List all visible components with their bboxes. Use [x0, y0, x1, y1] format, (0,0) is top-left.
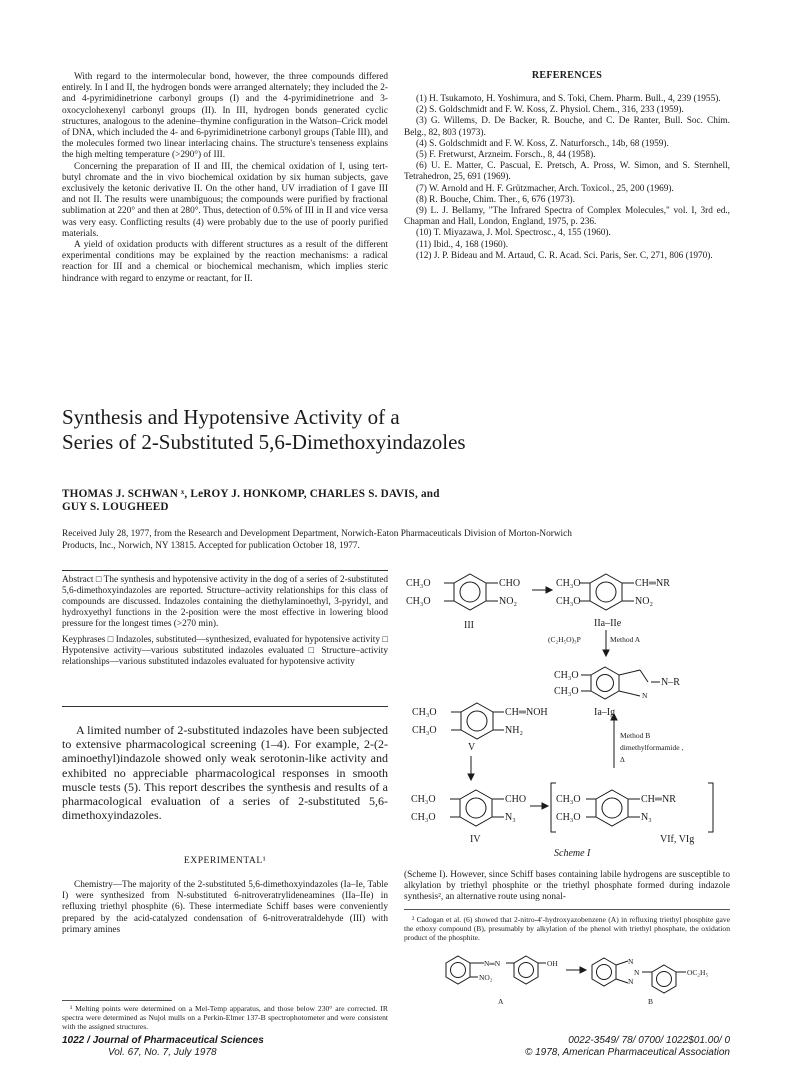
reference-item: (9) L. J. Bellamy, "The Infrared Spectra of Complex Molecules," vol. I, 3rd ed., Chapman and Hall, London, England, 1975, p. 236. [404, 206, 730, 228]
abstract-box [62, 575, 388, 673]
intro-paragraph [62, 723, 388, 822]
reagent-label: (C₂H₅O)₃P [548, 635, 581, 644]
n-r-label: N–R [661, 677, 680, 688]
n3-label: N₃ [641, 812, 652, 823]
ch3o-label: CH₃O [412, 725, 437, 736]
right-column-text [404, 870, 730, 904]
compound-III-label: III [464, 620, 474, 631]
issn-code: 0022-3549/ 78/ 0700/ 1022$01.00/ 0 [568, 1035, 730, 1046]
ch3o-label: CH₃O [412, 707, 437, 718]
chemistry-paragraph: Chemistry—The majority of the 2-substituted 5,6-dimethoxyindazoles (Ia–Ie, Table I) were synthesized from N-substituted 6-nitroveratrylideneamines (IIa–IIe) in refluxing triethyl phosphite (6). These intermediate Schiff bases were conveniently prepared by the acid-catalyzed condensation of 6-nitroveratraldehyde (III) with primary amines [62, 880, 388, 935]
scheme-1-diagram [404, 570, 734, 860]
oc2h5-label: OC₂H₅ [687, 968, 709, 977]
n3-label: N₃ [505, 812, 516, 823]
footer-right [430, 1035, 730, 1059]
authors-line: THOMAS J. SCHWAN ˣ, LeROY J. HONKOMP, CHARLES S. DAVIS, and [62, 488, 440, 500]
footnote-rule [404, 909, 730, 910]
nh2-label: NH₂ [505, 725, 523, 736]
cho-label: CHO [505, 794, 527, 805]
ch3o-label: CH₃O [556, 578, 581, 589]
title-line: Synthesis and Hypotensive Activity of a [62, 405, 400, 429]
dmf-label: dimethylformamide , [620, 743, 684, 752]
ch-nr-label: CH═NR [641, 794, 676, 805]
reference-item: (12) J. P. Bideau and M. Artaud, C. R. Acad. Sci. Paris, Ser. C, 271, 806 (1970). [416, 250, 713, 261]
footnote-1-text: ¹ Melting points were determined on a Mel-Temp apparatus, and those below 230° are corrected. IR spectra were determined as Nujol mulls on a Perkin-Elmer 137-B spectrophotometer and were consistent with the assigned structures. [62, 1004, 388, 1032]
ch3o-label: CH₃O [406, 578, 431, 589]
abstract-text: Abstract □ The synthesis and hypotensive activity in the dog of a series of 2-substituted 5,6-dimethoxyindazoles are reported. Structure–activity relationships for this class of compounds are discussed. Indazoles containing the diethylaminoethyl, 3-pyridyl, and hydroxyethyl functions in the 2-position were the most effective in lowering blood pressure for the longest times (>270 min). [62, 575, 388, 629]
ch3o-label: CH₃O [411, 812, 436, 823]
n-atom-label: N [634, 968, 640, 977]
title-line: Series of 2-Substituted 5,6-Dimethoxyindazoles [62, 430, 466, 454]
footnote-1 [62, 1004, 388, 1032]
received-line: Products, Inc., Norwich, NY 13815. Accepted for publication October 18, 1977. [62, 540, 360, 551]
compound-V-label: V [468, 742, 476, 753]
reference-item: (6) U. E. Matter, C. Pascual, E. Pretsch, A. Pross, W. Simon, and S. Sternhell, Tetrahedron, 25, 691 (1969). [404, 161, 730, 183]
method-a-label: Method A [610, 635, 641, 644]
paragraph: A yield of oxidation products with different structures as a result of the different experimental conditions may be explained by the reaction mechanisms: a radical reaction for III and a chemical or biochemical mechanism, which implies steric hindrance with regard to enzyme or reactant, for II. [62, 240, 388, 284]
abstract-rule-bottom [62, 706, 388, 707]
authors-line: GUY S. LOUGHEED [62, 501, 169, 513]
scheme-caption: Scheme I [554, 848, 591, 859]
journal-citation: 1022 / Journal of Pharmaceutical Sciences [62, 1035, 264, 1046]
ch3o-label: CH₃O [411, 794, 436, 805]
reference-item: (2) S. Goldschmidt and F. W. Koss, Z. Physiol. Chem., 316, 233 (1959). [416, 105, 684, 116]
references-list [404, 94, 730, 262]
ch-noh-label: CH═NOH [505, 707, 548, 718]
footnote-rule [62, 1000, 172, 1001]
ch-nr-label: CH═NR [635, 578, 670, 589]
ch3o-label: CH₃O [406, 596, 431, 607]
compound-IIa-label: IIa–IIe [594, 618, 622, 629]
footnote-2-text: ² Cadogan et al. (6) showed that 2-nitro-4′-hydroxyazobenzene (A) in refluxing triethyl phosphite gave the ethoxy compound (B), presumably by alkylation of the phenol with triethyl phosphate, the oxidation product of the phosphite. [404, 915, 730, 943]
reference-item: (10) T. Miyazawa, J. Mol. Spectrosc., 4, 155 (1960). [416, 228, 611, 239]
compound-Ia-label: Ia–Ig [594, 707, 616, 718]
reference-item: (11) Ibid., 4, 168 (1960). [416, 239, 509, 250]
received-line: Received July 28, 1977, from the Research and Development Department, Norwich-Eaton Pharmaceuticals Division of Morton-Norwich [62, 529, 572, 539]
compound-IV-label: IV [470, 834, 481, 845]
paragraph: With regard to the intermolecular bond, however, the three compounds differed entirely. In I and II, the hydrogen bonds were arranged alternately; they included the 2- and 4-pyrimidinetrione carbonyl groups (I) and the 4-pyrimidinetrione and 3-oxocyclohexenyl carbonyl groups (II). In III, hydrogen bonds generated cyclic structures, analogous to the adenine–thymine configuration in the Watson–Crick model of DNA, which included the 4- and 6-pyrimidinetrione carbonyl groups (Table III), and the molecules formed two linear interlacing chains. The structure's tenseness explains the high melting temperature (>290°) of III. [62, 72, 388, 161]
experimental-heading: EXPERIMENTAL¹ [183, 855, 267, 866]
ch3o-label: CH₃O [554, 670, 579, 681]
n-atom-label: N [642, 691, 648, 700]
reference-item: (3) G. Willems, D. De Backer, R. Bouche, and C. De Ranter, Bull. Soc. Chim. Belg., 82, 803 (1973). [404, 116, 730, 138]
ch3o-label: CH₃O [556, 812, 581, 823]
abstract-rule-top [62, 570, 388, 571]
volume-info: Vol. 67, No. 7, July 1978 [108, 1047, 217, 1058]
compound-VI-label: VIf, VIg [660, 834, 695, 845]
references-section [404, 70, 730, 262]
reference-item: (5) F. Fretwurst, Arzneim. Forsch., 8, 44 (1958). [416, 150, 596, 161]
reference-item: (1) H. Tsukamoto, H. Yoshimura, and S. Toki, Chem. Pharm. Bull., 4, 239 (1955). [416, 94, 721, 104]
oh-label: OH [547, 959, 558, 968]
reference-item: (8) R. Bouche, Chim. Ther., 6, 676 (1973). [416, 194, 575, 205]
delta-label: Δ [620, 755, 625, 764]
footnote-2 [404, 915, 730, 943]
experimental-text [62, 880, 388, 936]
structure-B-label: B [648, 997, 654, 1006]
copyright: © 1978, American Pharmaceutical Association [524, 1047, 730, 1058]
ch3o-label: CH₃O [554, 686, 579, 697]
reference-item: (7) W. Arnold and H. F. Grützmacher, Arch. Toxicol., 25, 200 (1969). [416, 183, 674, 194]
ch3o-label: CH₃O [556, 794, 581, 805]
benzene-ring [454, 574, 486, 610]
scheme-paragraph: (Scheme I). However, since Schiff bases containing labile hydrogens are susceptible to alkylation by triethyl phosphite or the triethyl phosphate formed during indazole synthesis², an alternative route using nonal- [404, 870, 730, 903]
ring-circle [460, 582, 480, 602]
no2-label: NO₂ [499, 596, 517, 607]
references-heading: REFERENCES [531, 70, 603, 81]
cho-label: CHO [499, 578, 521, 589]
n-atom-label: N [628, 977, 634, 986]
n-atom-label: N [628, 957, 634, 966]
footnote-structures [404, 948, 734, 1008]
upper-left-column [62, 72, 388, 285]
no2-label: NO₂ [479, 973, 493, 982]
ch3o-label: CH₃O [556, 596, 581, 607]
paragraph: Concerning the preparation of II and III, the chemical oxidation of I, using tert-butyl chromate and the in vivo biochemical oxidation by six human subjects, gave exclusively the ketonic derivative II. On the other hand, UV irradiation of I gave III and not II. The results were unambiguous; the compounds were purified by fractional sublimation at 220° and then at 280°. Thus, detection of 0.5% of III in II and vice versa was very easy. Conflicting results (4) were probably due to the use of poorly purified materials. [62, 161, 388, 239]
azo-label: N═N [484, 959, 501, 968]
keyphrases-text: Keyphrases □ Indazoles, substituted—synthesized, evaluated for hypotensive activity □ Hypotensive activity—various substituted indazoles evaluated □ Structure–activity relationships—various substituted indazoles evaluated for hypotensive activity [62, 635, 388, 667]
footer-left [62, 1035, 392, 1059]
reference-item: (4) S. Goldschmidt and F. W. Koss, Z. Naturforsch., 14b, 68 (1959). [416, 138, 669, 149]
method-b-label: Method B [620, 731, 651, 740]
received-info [62, 529, 752, 552]
article-title [62, 405, 742, 455]
intro-text: A limited number of 2-substituted indazoles have been subjected to extensive pharmacological screening (1–4). For example, 2-(2-aminoethyl)indazole showed only weak serotonin-like activity and exhibited no appreciable pharmacological responses in smooth muscle tests (5). This report describes the synthesis and results of a pharmacological evaluation of a series of 2-substituted 5,6-dimethoxyindazoles. [62, 723, 388, 823]
authors [62, 488, 742, 514]
structure-A-label: A [498, 997, 504, 1006]
no2-label: NO₂ [635, 596, 653, 607]
